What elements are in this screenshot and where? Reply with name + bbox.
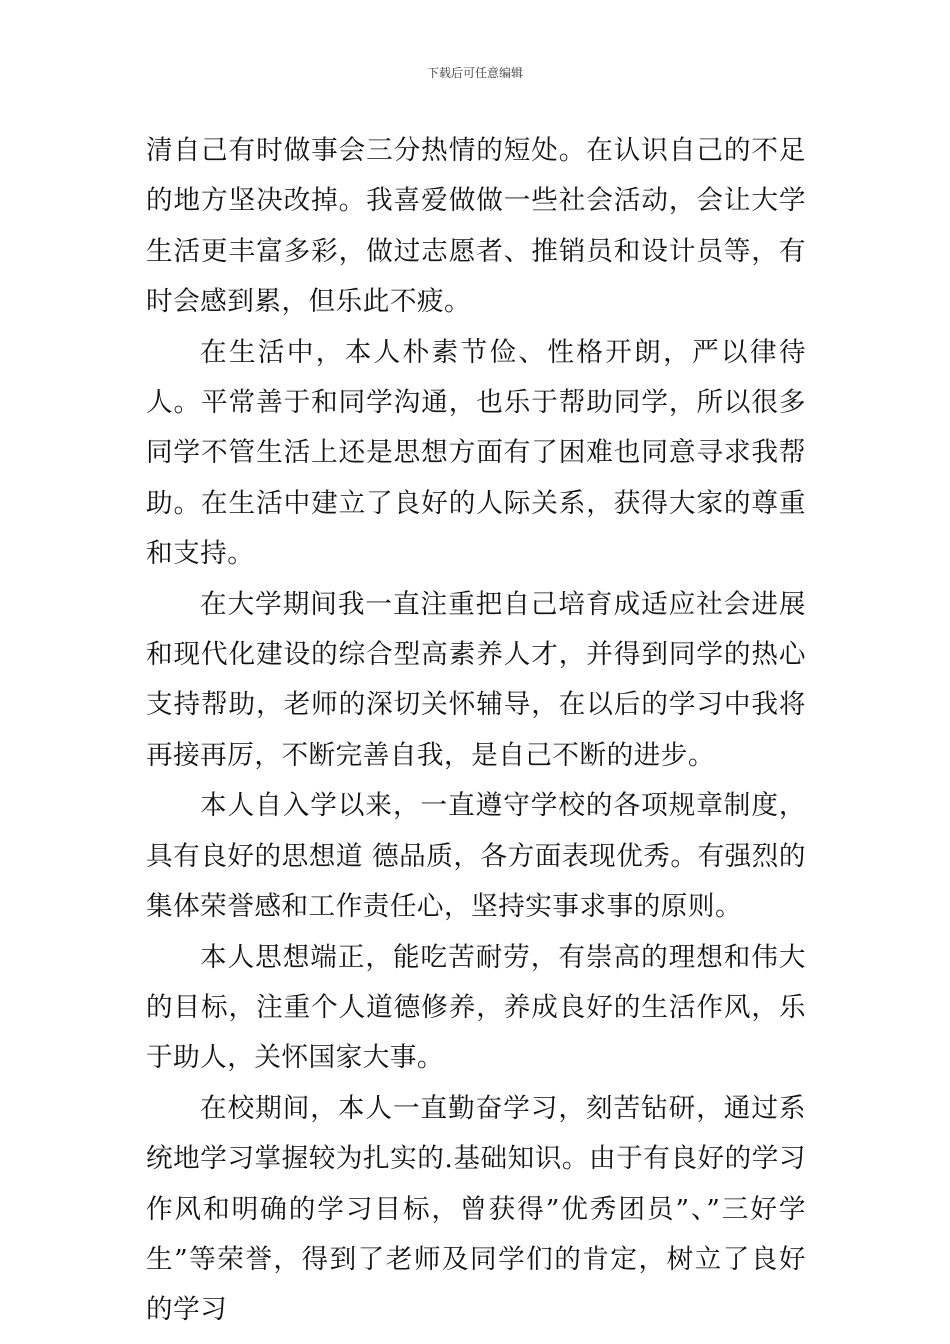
paragraph-university: 在大学期间我一直注重把自己培育成适应社会进展和现代化建设的综合型高素养人才，并得到同学的热心支持帮助，老师的深切关怀辅导，在以后的学习中我将再接再厉，不断完善自我，是自己不断的进步。 [146,588,806,771]
document-body [146,126,806,1336]
paragraph-rules: 本人自入学以来，一直遵守学校的各项规章制度，具有良好的思想道 德品质，各方面表现优秀。有强烈的集体荣誉感和工作责任心，坚持实事求事的原则。 [146,790,806,923]
paragraph-ideology: 本人思想端正，能吃苦耐劳，有崇高的理想和伟大的目标，注重个人道德修养，养成良好的生活作风，乐于助人，关怀国家大事。 [146,941,806,1074]
paragraph-study: 在校期间，本人一直勤奋学习，刻苦钻研，通过系统地学习掌握较为扎实的.基础知识。由于有良好的学习作风和明确的学习目标，曾获得”优秀团员”、”三好学生”等荣誉，得到了老师及同学们的肯定，树立了良好的学习 [146,1092,806,1326]
page-header-note: 下载后可任意编辑 [426,66,523,80]
paragraph-life: 在生活中，本人朴素节俭、性格开朗，严以律待人。平常善于和同学沟通，也乐于帮助同学，所以很多同学不管生活上还是思想方面有了困难也同意寻求我帮助。在生活中建立了良好的人际关系，获得大家的尊重和支持。 [146,336,806,570]
paragraph-continued: 清自己有时做事会三分热情的短处。在认识自己的不足的地方坚决改掉。我喜爱做做一些社会活动，会让大学生活更丰富多彩，做过志愿者、推销员和设计员等，有时会感到累，但乐此不疲。 [146,135,806,318]
